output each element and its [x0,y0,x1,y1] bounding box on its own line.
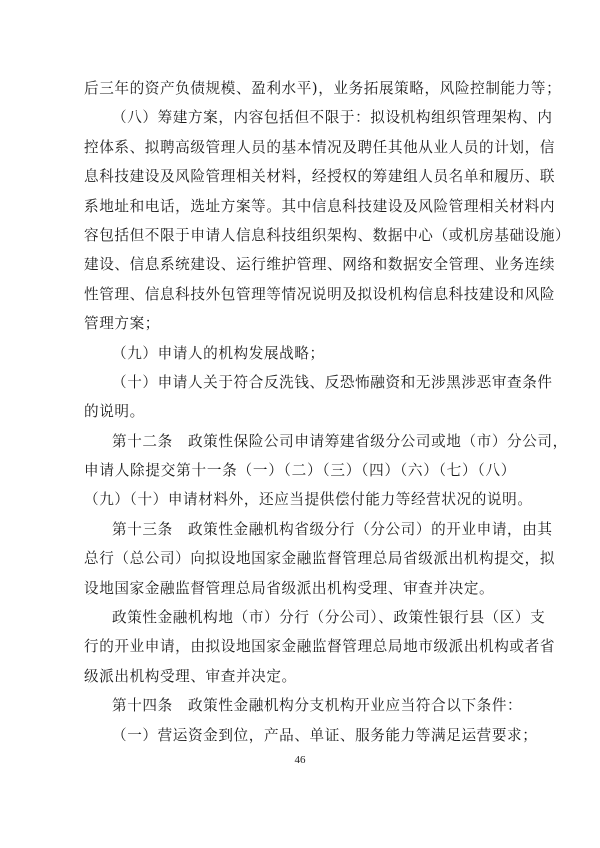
text-line: 管理方案； [84,315,160,333]
text-line: （十）申请人关于符合反洗钱、反恐怖融资和无涉黑涉恶审查条件 [112,373,553,391]
text-line: （九）（十）申请材料外，还应当提供偿付能力等经营状况的说明。 [84,491,533,509]
text-line: 级派出机构受理、审查并决定。 [84,667,297,685]
text-line: 第十四条 政策性金融机构分支机构开业应当符合以下条件： [112,697,523,715]
text-line: 的说明。 [84,403,145,421]
page-number: 46 [294,754,306,766]
text-line: 总行（总公司）向拟设地国家金融监督管理总局省级派出机构提交，拟 [84,550,556,568]
text-line: 设地国家金融监督管理总局省级派出机构受理、审查并决定。 [84,579,495,597]
text-line: （八）筹建方案，内容包括但不限于：拟设机构组织管理架构、内 [112,109,553,127]
text-line: 性管理、信息科技外包管理等情况说明及拟设机构信息科技建设和风险 [84,285,556,303]
text-line: 第十二条 政策性保险公司申请筹建省级分公司或地（市）分公司， [112,432,568,450]
text-line: （一）营运资金到位，产品、单证、服务能力等满足运营要求； [112,726,538,744]
text-line: 息科技建设及风险管理相关材料，经授权的筹建组人员名单和履历、联 [84,168,556,186]
body-text [84,74,571,750]
text-line: 控体系、拟聘高级管理人员的基本情况及聘任其他从业人员的计划，信 [84,138,556,156]
text-line: 行的开业申请，由拟设地国家金融监督管理总局地市级派出机构或者省 [84,638,556,656]
text-line: 建设、信息系统建设、运行维护管理、网络和数据安全管理、业务连续 [84,256,556,274]
text-line: 系地址和电话，选址方案等。其中信息科技建设及风险管理相关材料内 [84,197,556,215]
text-line: 第十三条 政策性金融机构省级分行（分公司）的开业申请，由其 [112,520,553,538]
text-line: （九）申请人的机构发展战略； [112,344,325,362]
text-line: 政策性金融机构地（市）分行（分公司）、政策性银行县（区）支 [112,609,546,627]
text-line: 后三年的资产负债规模、盈利水平)，业务拓展策略，风险控制能力等； [84,80,562,97]
text-line: 容包括但不限于申请人信息科技组织架构、数据中心（或机房基础设施） [84,226,571,244]
text-line: 申请人除提交第十一条（一）（二）（三）（四）（六）（七）（八） [84,462,516,480]
